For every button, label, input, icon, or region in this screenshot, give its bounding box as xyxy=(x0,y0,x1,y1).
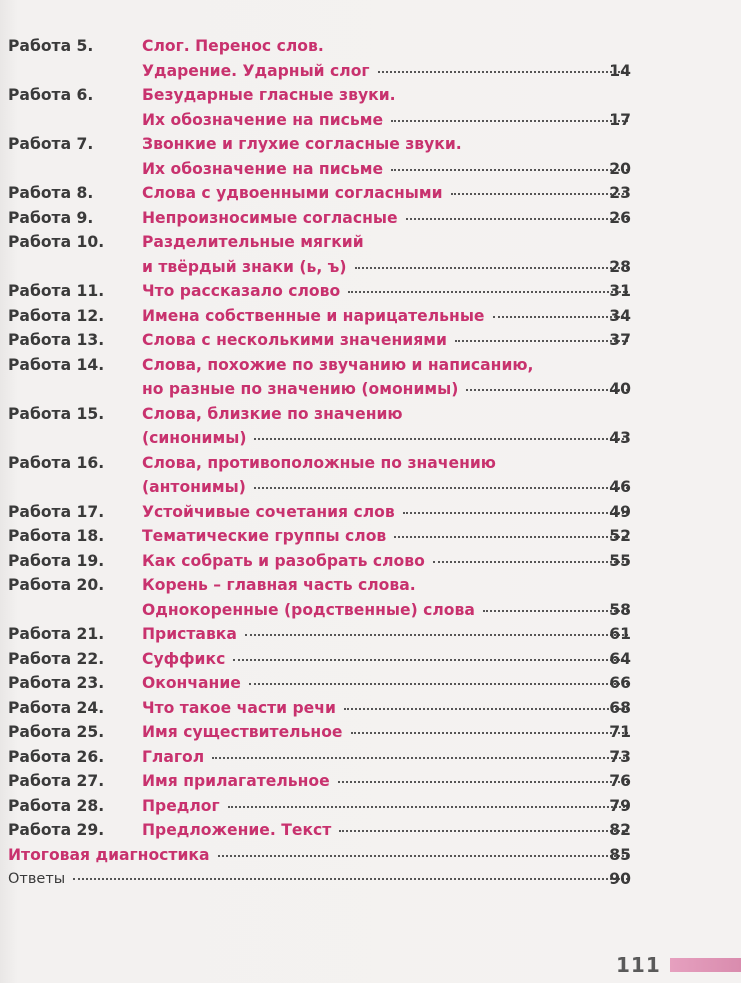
dot-leader xyxy=(233,657,628,661)
toc-entry xyxy=(0,696,741,721)
toc-line xyxy=(0,696,741,721)
dot-leader xyxy=(493,314,629,318)
toc-line xyxy=(0,647,741,672)
entry-title: Корень – главная часть слова. xyxy=(142,576,416,594)
entry-title: но разные по значению (омонимы) xyxy=(142,380,459,398)
page-ref: 31 xyxy=(609,282,631,300)
toc-entry xyxy=(0,206,741,231)
entry-title: Устойчивые сочетания слов xyxy=(142,502,395,521)
toc-entry xyxy=(0,132,741,181)
work-label: Работа 16. xyxy=(8,453,105,472)
toc-line xyxy=(0,304,741,329)
toc-line xyxy=(0,500,741,525)
entry-title: и твёрдый знаки (ь, ъ) xyxy=(142,257,347,276)
entry-title: Окончание xyxy=(142,674,241,692)
work-label: Работа 29. xyxy=(8,821,105,839)
toc-line xyxy=(0,132,741,157)
entry-title: Ударение. Ударный слог xyxy=(142,61,370,80)
work-label: Работа 12. xyxy=(8,306,105,325)
dot-leader xyxy=(254,485,628,489)
page-ref: 20 xyxy=(609,159,631,178)
dot-leader xyxy=(245,632,628,636)
entry-title: Суффикс xyxy=(142,649,226,668)
toc-line xyxy=(0,451,741,476)
toc-line xyxy=(0,720,741,745)
dot-leader xyxy=(212,755,628,759)
dot-leader xyxy=(249,681,628,685)
toc-entry xyxy=(0,671,741,696)
work-label: Работа 23. xyxy=(8,674,105,692)
toc-line xyxy=(0,157,741,182)
entry-title: Тематические группы слов xyxy=(142,527,387,545)
dot-leader xyxy=(394,534,628,538)
page-number: 111 xyxy=(616,953,661,977)
work-label: Работа 13. xyxy=(8,331,105,349)
toc-entry xyxy=(0,573,741,622)
entry-title: Что такое части речи xyxy=(142,698,336,717)
toc-entry xyxy=(0,304,741,329)
toc-line xyxy=(0,181,741,206)
entry-title: Слова с несколькими значениями xyxy=(142,331,447,349)
toc-line xyxy=(0,524,741,549)
toc-line xyxy=(0,622,741,647)
toc-line xyxy=(0,769,741,794)
entry-title: Как собрать и разобрать слово xyxy=(142,551,425,570)
entry-title: Ответы xyxy=(8,871,66,887)
page-ref: 58 xyxy=(609,600,631,619)
toc-entry xyxy=(0,500,741,525)
page-ref: 40 xyxy=(609,380,631,398)
work-label: Работа 21. xyxy=(8,625,105,643)
entry-title: Слог. Перенос слов. xyxy=(142,37,324,55)
entry-title: Имена собственные и нарицательные xyxy=(142,306,485,325)
entry-title: Приставка xyxy=(142,625,237,643)
toc-line xyxy=(0,598,741,623)
toc-entry xyxy=(0,353,741,402)
work-label: Работа 6. xyxy=(8,86,94,104)
entry-title: Предлог xyxy=(142,796,220,815)
toc-entry xyxy=(0,549,741,574)
page-ref: 61 xyxy=(609,625,631,643)
toc-line xyxy=(0,353,741,378)
toc-line xyxy=(0,818,741,843)
dot-leader xyxy=(344,706,628,710)
toc-line xyxy=(0,794,741,819)
entry-title: Имя прилагательное xyxy=(142,772,330,790)
entry-title: Что рассказало слово xyxy=(142,282,341,300)
toc-entry xyxy=(0,647,741,672)
page-ref: 46 xyxy=(609,478,631,496)
entry-title: Безударные гласные звуки. xyxy=(142,86,396,104)
work-label: Работа 26. xyxy=(8,747,105,766)
page-ref: 28 xyxy=(609,257,631,276)
page-ref: 73 xyxy=(609,747,631,766)
page-ref: 66 xyxy=(609,674,631,692)
work-label: Работа 22. xyxy=(8,649,105,668)
dot-leader xyxy=(355,265,628,269)
work-label: Работа 19. xyxy=(8,551,105,570)
dot-leader xyxy=(228,804,628,808)
dot-leader xyxy=(403,510,628,514)
dot-leader xyxy=(73,876,628,880)
page-ref: 37 xyxy=(609,331,631,349)
dot-leader xyxy=(455,338,628,342)
dot-leader xyxy=(339,828,628,832)
toc-line xyxy=(0,671,741,696)
work-label: Работа 15. xyxy=(8,404,105,423)
dot-leader xyxy=(378,69,628,73)
dot-leader xyxy=(391,118,628,122)
page-ref: 68 xyxy=(609,698,631,717)
work-label: Работа 17. xyxy=(8,502,105,521)
toc-entry xyxy=(0,818,741,843)
toc-entry xyxy=(0,34,741,83)
page-ref: 34 xyxy=(609,306,631,325)
toc-line xyxy=(0,402,741,427)
work-label: Работа 25. xyxy=(8,723,105,741)
dot-leader xyxy=(433,559,628,563)
dot-leader xyxy=(351,730,629,734)
toc-line xyxy=(0,426,741,451)
work-label: Работа 7. xyxy=(8,135,94,153)
dot-leader xyxy=(254,436,628,440)
dot-leader xyxy=(391,167,628,171)
entry-title: (синонимы) xyxy=(142,429,247,447)
toc-line xyxy=(0,108,741,133)
entry-title: Их обозначение на письме xyxy=(142,110,384,129)
page-ref: 55 xyxy=(609,551,631,570)
work-label: Работа 28. xyxy=(8,796,105,815)
page-ref: 52 xyxy=(609,527,631,545)
work-label: Работа 10. xyxy=(8,233,105,251)
page-ref: 71 xyxy=(609,723,631,741)
work-label: Работа 14. xyxy=(8,355,105,374)
page-ref: 17 xyxy=(609,110,631,129)
dot-leader xyxy=(466,387,628,391)
toc-line xyxy=(0,279,741,304)
work-label: Работа 18. xyxy=(8,527,105,545)
work-label: Работа 24. xyxy=(8,698,105,717)
dot-leader xyxy=(483,608,628,612)
dot-leader xyxy=(218,853,629,857)
toc-entry xyxy=(0,402,741,451)
toc-entry xyxy=(0,794,741,819)
toc-line xyxy=(0,328,741,353)
toc-answers xyxy=(0,867,741,892)
page-ref: 49 xyxy=(609,502,631,521)
toc-line xyxy=(0,34,741,59)
work-label: Работа 9. xyxy=(8,208,94,227)
entry-title: Слова с удвоенными согласными xyxy=(142,184,443,202)
entry-title: Слова, близкие по значению xyxy=(142,404,403,423)
work-label: Работа 11. xyxy=(8,282,105,300)
page-ref: 85 xyxy=(609,845,631,864)
entry-title: Глагол xyxy=(142,747,205,766)
page-ref: 90 xyxy=(609,870,631,888)
entry-title: Непроизносимые согласные xyxy=(142,208,398,227)
page-ref: 76 xyxy=(609,772,631,790)
toc-line xyxy=(0,59,741,84)
toc-entry xyxy=(0,622,741,647)
toc-line xyxy=(0,255,741,280)
page-color-bar xyxy=(670,958,741,972)
page-ref: 64 xyxy=(609,649,631,668)
page-ref: 14 xyxy=(609,61,631,80)
dot-leader xyxy=(451,191,628,195)
entry-title: Итоговая диагностика xyxy=(8,845,210,864)
toc-entry xyxy=(0,769,741,794)
toc-entry xyxy=(0,451,741,500)
entry-title: (антонимы) xyxy=(142,478,246,496)
page-ref: 26 xyxy=(609,208,631,227)
work-label: Работа 8. xyxy=(8,184,94,202)
toc-line xyxy=(0,377,741,402)
toc-line xyxy=(0,230,741,255)
toc-final-diagnostics xyxy=(0,843,741,868)
page-ref: 82 xyxy=(609,821,631,839)
entry-title: Разделительные мягкий xyxy=(142,233,364,251)
work-label: Работа 5. xyxy=(8,37,94,55)
table-of-contents xyxy=(0,34,741,892)
toc-entry xyxy=(0,279,741,304)
work-label: Работа 27. xyxy=(8,772,105,790)
toc-line xyxy=(0,549,741,574)
entry-title: Звонкие и глухие согласные звуки. xyxy=(142,135,462,153)
toc-entry xyxy=(0,720,741,745)
toc-entry xyxy=(0,83,741,132)
toc-entry xyxy=(0,328,741,353)
toc-line xyxy=(0,206,741,231)
toc-line xyxy=(0,573,741,598)
entry-title: Имя существительное xyxy=(142,723,343,741)
work-label: Работа 20. xyxy=(8,576,105,594)
page-ref: 79 xyxy=(609,796,631,815)
dot-leader xyxy=(348,289,628,293)
page-ref: 23 xyxy=(609,184,631,202)
dot-leader xyxy=(406,216,628,220)
entry-title: Слова, похожие по звучанию и написанию, xyxy=(142,355,534,374)
dot-leader xyxy=(338,779,628,783)
page-ref: 43 xyxy=(609,429,631,447)
toc-line xyxy=(0,745,741,770)
entry-title: Предложение. Текст xyxy=(142,821,332,839)
toc-entry xyxy=(0,524,741,549)
toc-entry xyxy=(0,181,741,206)
toc-line xyxy=(0,83,741,108)
toc-entry xyxy=(0,745,741,770)
entry-title: Однокоренные (родственные) слова xyxy=(142,600,475,619)
entry-title: Слова, противоположные по значению xyxy=(142,453,496,472)
toc-line xyxy=(0,475,741,500)
entry-title: Их обозначение на письме xyxy=(142,159,384,178)
toc-entry xyxy=(0,230,741,279)
